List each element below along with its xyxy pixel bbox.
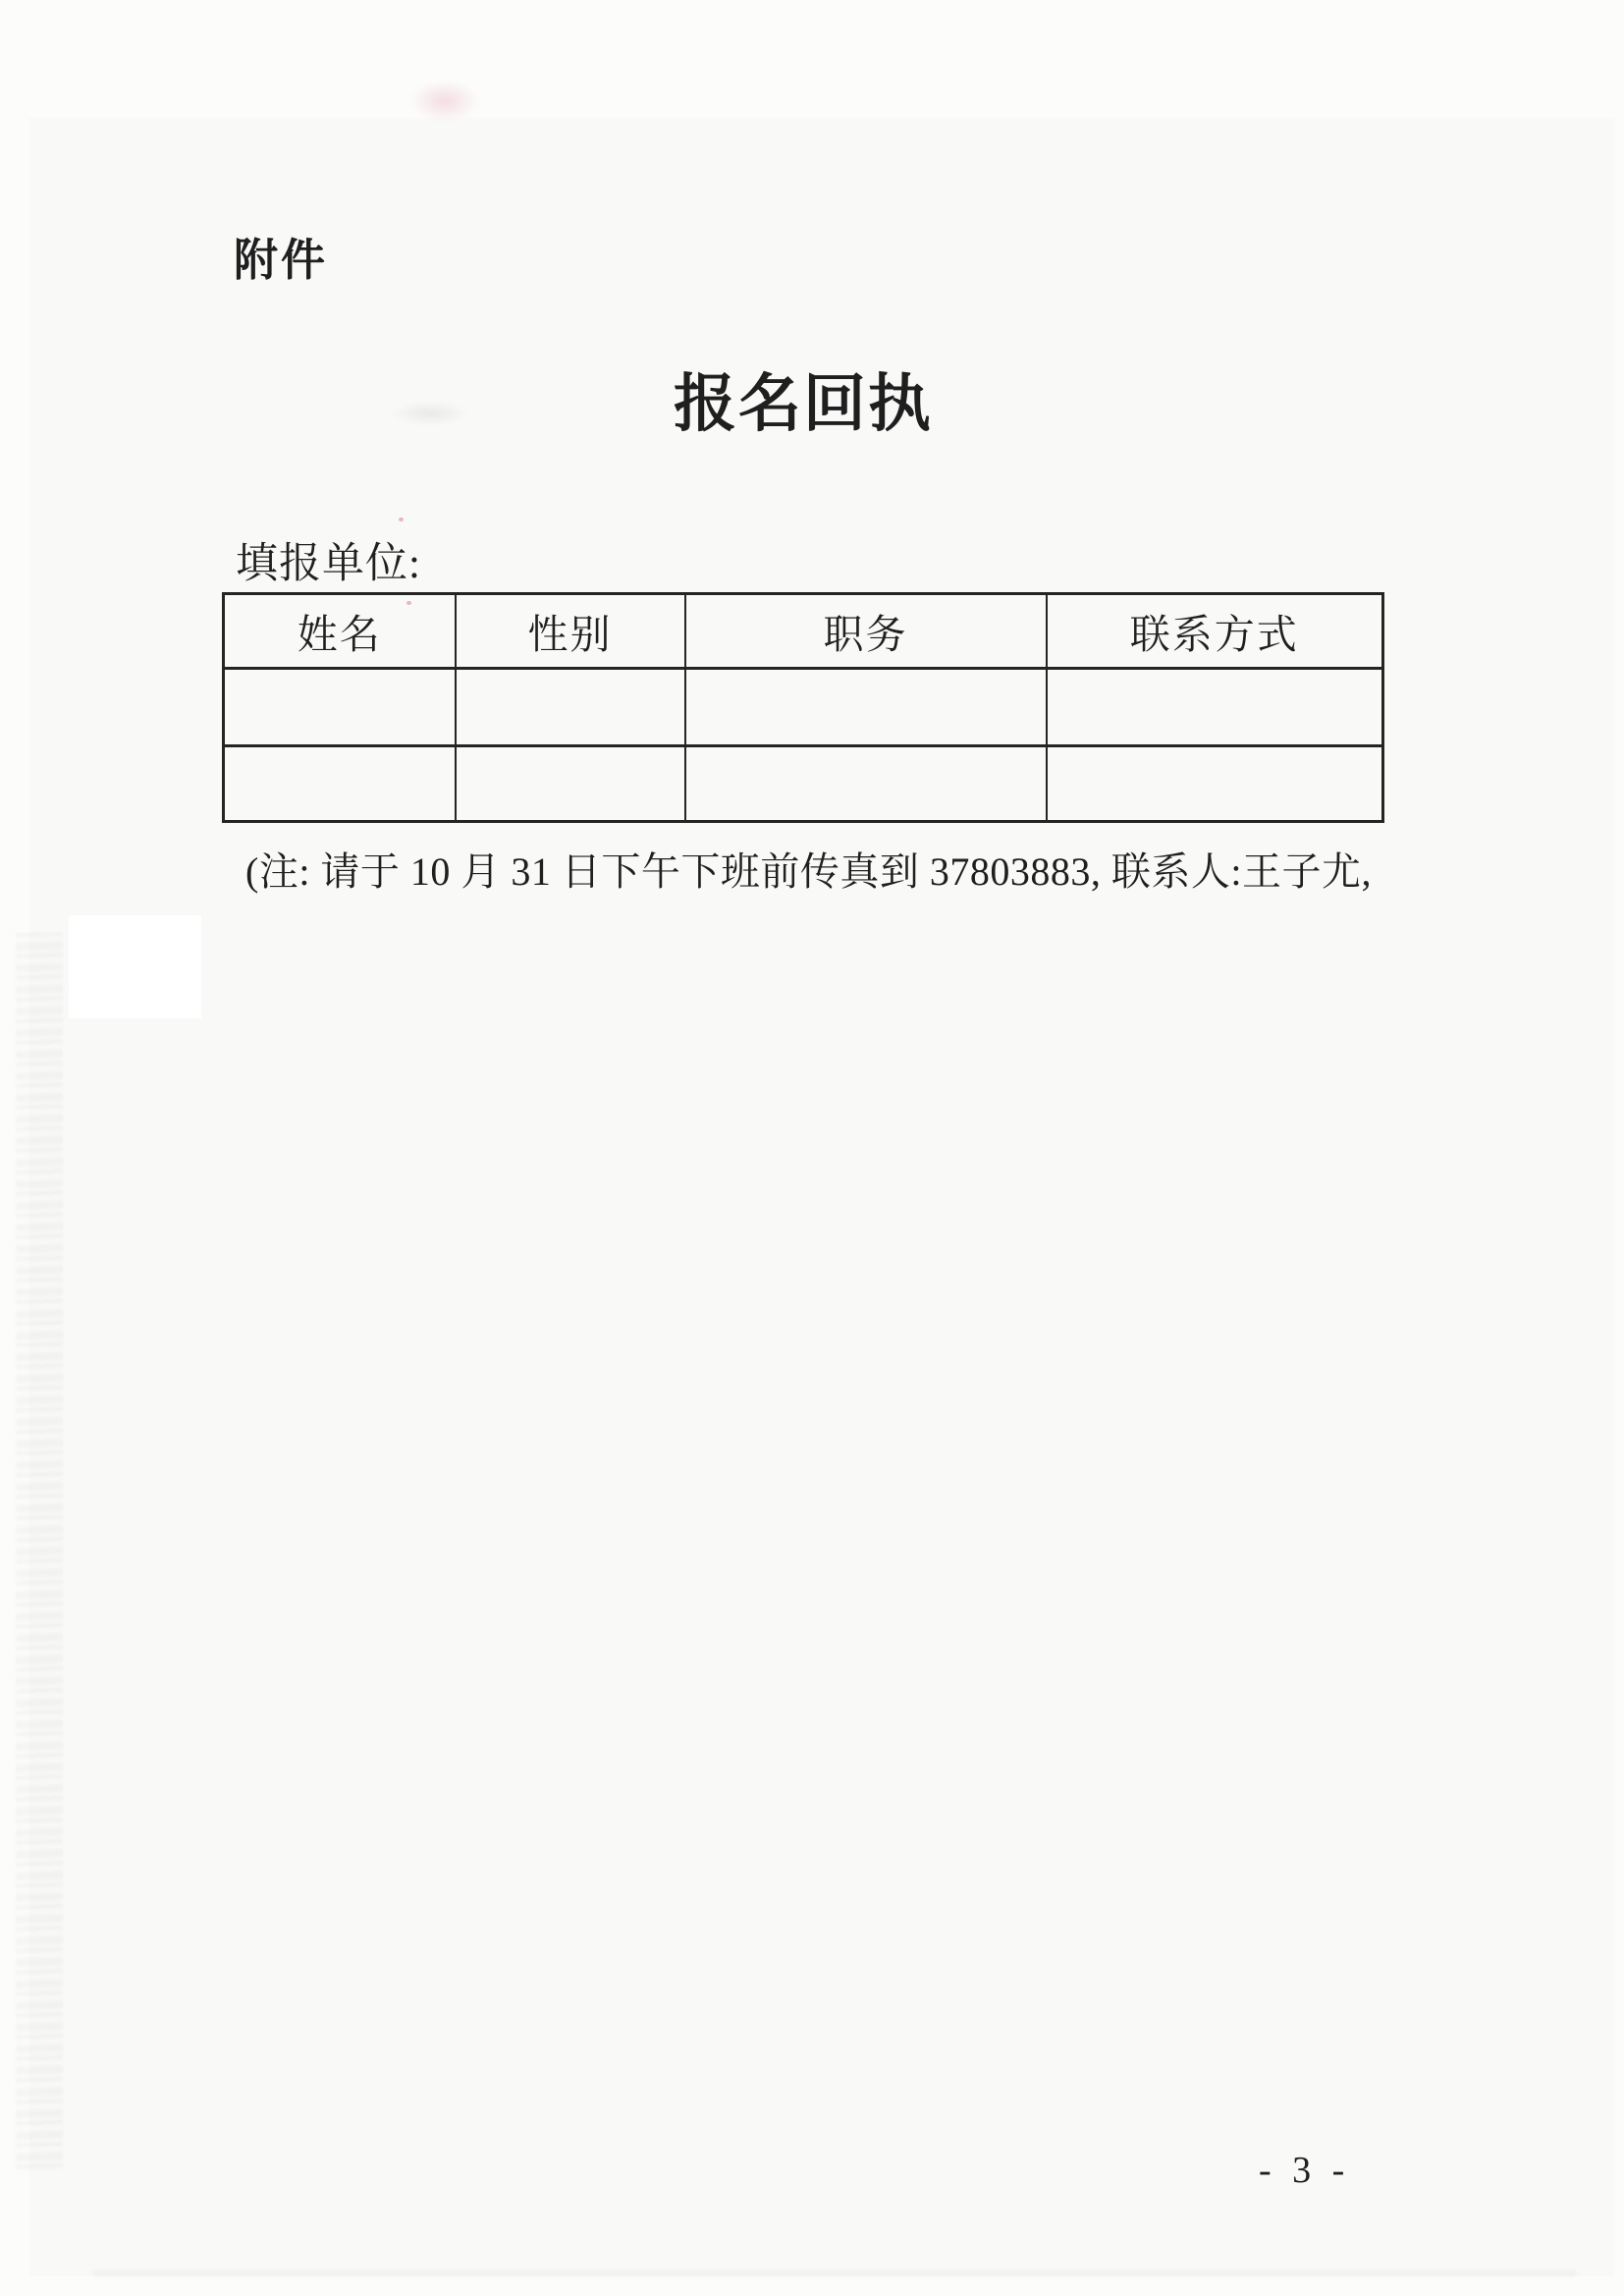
table-header-contact: 联系方式 (1047, 594, 1383, 669)
table-cell-empty (685, 669, 1047, 746)
registration-table (222, 592, 1384, 823)
form-unit-label: 填报单位: (236, 541, 421, 587)
table-cell-empty (685, 746, 1047, 822)
table-cell-empty (224, 669, 456, 746)
scan-red-speck (399, 518, 404, 521)
page-number: - 3 - (1259, 2150, 1351, 2191)
scan-white-patch (69, 915, 201, 1018)
table-cell-empty (456, 669, 685, 746)
scan-bottom-edge (93, 2270, 1576, 2276)
scan-gray-smudge (391, 401, 469, 426)
table-cell-empty (1047, 669, 1383, 746)
attachment-label: 附件 (234, 234, 329, 286)
fax-note: (注: 请于 10 月 31 日下午下班前传真到 37803883, 联系人:王子尤, (245, 849, 1373, 894)
table-header-row (224, 594, 1383, 669)
table-cell-empty (456, 746, 685, 822)
table-row (224, 746, 1383, 822)
table-header-gender: 性别 (456, 594, 685, 669)
table-cell-empty (224, 746, 456, 822)
table-cell-empty (1047, 746, 1383, 822)
document-title: 报名回执 (674, 369, 933, 439)
scan-pink-smudge (410, 81, 479, 122)
table-row (224, 669, 1383, 746)
scan-left-edge-artifact (16, 933, 63, 2170)
table-header-title: 职务 (685, 594, 1047, 669)
table-header-name: 姓名 (224, 594, 456, 669)
